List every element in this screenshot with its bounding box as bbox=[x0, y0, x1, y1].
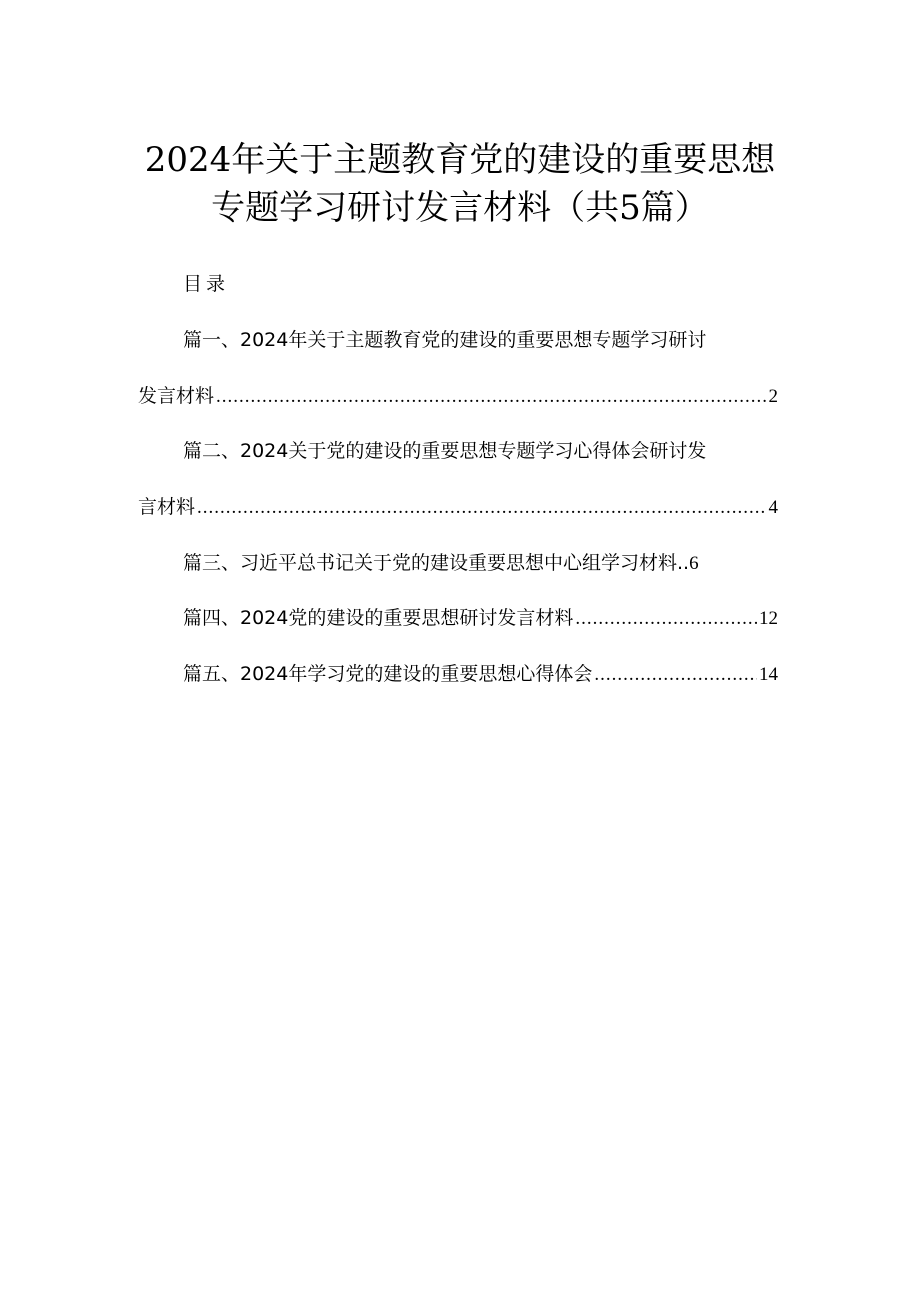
toc-entry-title: 篇四、2024党的建设的重要思想研讨发言材料 bbox=[183, 607, 574, 629]
toc-entry-1-line-1[interactable] bbox=[183, 326, 743, 354]
toc-entry-title: 篇五、2024年学习党的建设的重要思想心得体会 bbox=[183, 663, 593, 685]
toc-page-number: 2 bbox=[768, 386, 778, 407]
toc-heading: 目录 bbox=[183, 273, 230, 295]
toc-entry-5[interactable] bbox=[183, 660, 778, 689]
toc-dot-leader bbox=[575, 605, 757, 633]
toc-entry-title: 篇一、2024年关于主题教育党的建设的重要思想专题学习研讨 bbox=[183, 329, 707, 351]
toc-entry-title-continued: 言材料 bbox=[138, 496, 196, 518]
toc-page-number: 4 bbox=[768, 497, 778, 518]
toc-entry-title-continued: 发言材料 bbox=[138, 385, 215, 407]
toc-entry-3[interactable] bbox=[183, 549, 743, 578]
document-title-line-1: 2024年关于主题教育党的建设的重要思想 bbox=[144, 140, 776, 180]
toc-dot-leader bbox=[197, 494, 766, 522]
toc-page-number: 6 bbox=[689, 553, 699, 574]
toc-entry-4[interactable] bbox=[183, 604, 778, 633]
toc-entry-title: 篇三、习近平总书记关于党的建设重要思想中心组学习材料 bbox=[183, 552, 678, 574]
toc-entry-title: 篇二、2024关于党的建设的重要思想专题学习心得体会研讨发 bbox=[183, 440, 707, 462]
toc-page-number: 12 bbox=[759, 608, 778, 629]
toc-dot-leader: .. bbox=[677, 552, 690, 574]
toc-entry-2-line-1[interactable] bbox=[183, 437, 743, 465]
toc-page-number: 14 bbox=[759, 664, 778, 685]
toc-dot-leader bbox=[216, 383, 766, 411]
toc-entry-2-line-2[interactable] bbox=[138, 493, 778, 522]
toc-entry-1-line-2[interactable] bbox=[138, 382, 778, 411]
document-title-line-2: 专题学习研讨发言材料（共5篇） bbox=[211, 188, 709, 228]
toc-dot-leader bbox=[594, 661, 757, 689]
